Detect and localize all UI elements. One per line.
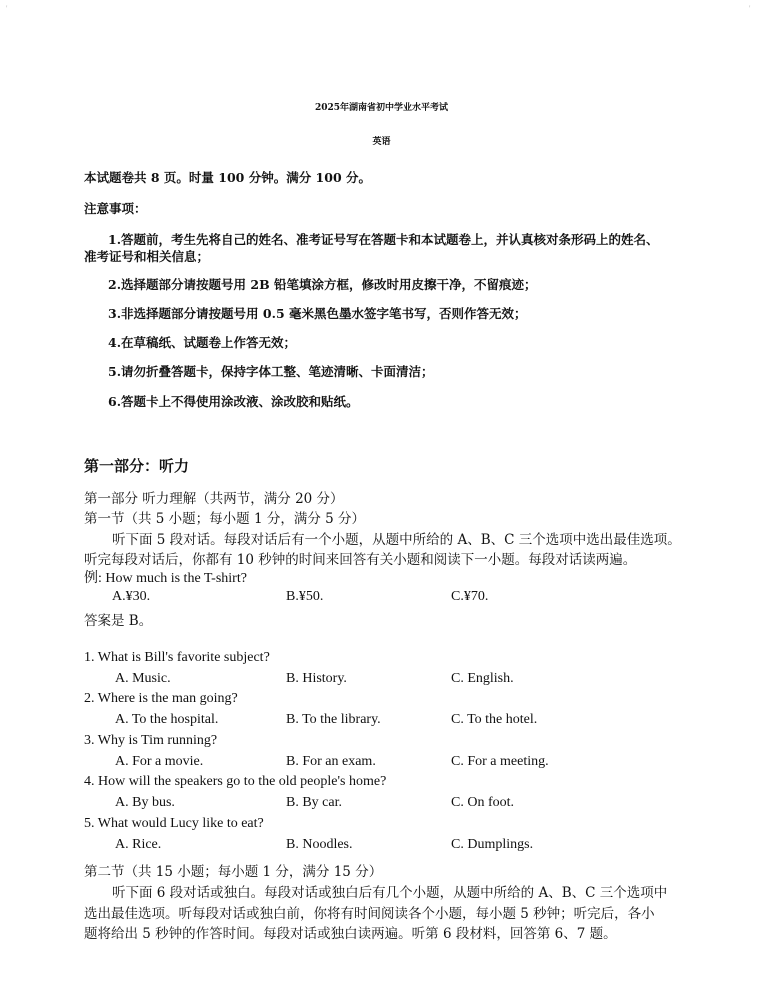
notice-5: 5.请勿折叠答题卡，保持字体工整、笔迹清晰、卡面清洁； <box>108 364 434 379</box>
part1-heading: 第一部分：听力 <box>84 457 190 475</box>
question-2: 2. Where is the man going? <box>84 691 238 706</box>
example-question: 例: How much is the T-shirt? <box>84 571 247 586</box>
section1-instruction-line2: 听完每段对话后，你都有 10 秒钟的时间来回答有关小题和阅读下一小题。每段对话读两遍。 <box>84 552 637 568</box>
example-answer: 答案是 B。 <box>84 613 153 629</box>
exam-info: 本试题卷共 8 页。时量 100 分钟。满分 100 分。 <box>84 170 371 185</box>
notice-1-line2: 准考证号和相关信息； <box>84 249 210 264</box>
notice-2: 2.选择题部分请按题号用 2B 铅笔填涂方框，修改时用皮擦干净，不留痕迹； <box>108 277 537 292</box>
q2-option-c: C. To the hotel. <box>451 712 538 727</box>
notice-4: 4.在草稿纸、试题卷上作答无效； <box>108 335 297 350</box>
example-option-b: B.¥50. <box>286 589 324 604</box>
part1-subtitle: 第一部分 听力理解（共两节，满分 20 分） <box>84 491 344 507</box>
q1-option-b: B. History. <box>286 671 347 686</box>
section2-instruction-line1: 听下面 6 段对话或独白。每段对话或独白后有几个小题，从题中所给的 A、B、C 三个选项中 <box>112 885 668 901</box>
q1-option-c: C. English. <box>451 671 514 686</box>
section2-instruction-line3: 题将给出 5 秒钟的作答时间。每段对话或独白读两遍。听第 6 段材料，回答第 6、7 题。 <box>84 926 617 942</box>
notice-1-line1: 1.答题前，考生先将自己的姓名、准考证号写在答题卡和本试题卷上，并认真核对条形码上的姓名、 <box>108 232 659 247</box>
q4-option-a: A. By bus. <box>115 795 175 810</box>
notice-title: 注意事项： <box>84 201 147 216</box>
q5-option-b: B. Noodles. <box>286 837 353 852</box>
section2-instruction-line2: 选出最佳选项。听每段对话或独白前，你将有时间阅读各个小题，每小题 5 秒钟；听完后，各小 <box>84 906 655 922</box>
corner-mark-right: ' <box>749 4 751 13</box>
notice-6: 6.答题卡上不得使用涂改液、涂改胶和贴纸。 <box>108 394 359 409</box>
q5-option-c: C. Dumplings. <box>451 837 534 852</box>
example-option-c: C.¥70. <box>451 589 489 604</box>
q3-option-c: C. For a meeting. <box>451 754 549 769</box>
question-3: 3. Why is Tim running? <box>84 733 218 748</box>
question-1: 1. What is Bill's favorite subject? <box>84 650 270 665</box>
q2-option-b: B. To the library. <box>286 712 381 727</box>
corner-mark-left: ' <box>6 4 8 13</box>
notice-3: 3.非选择题部分请按题号用 0.5 毫米黑色墨水签字笔书写，否则作答无效； <box>108 306 527 321</box>
q5-option-a: A. Rice. <box>115 837 162 852</box>
q4-option-c: C. On foot. <box>451 795 514 810</box>
q3-option-b: B. For an exam. <box>286 754 376 769</box>
section1-title: 第一节（共 5 小题；每小题 1 分，满分 5 分） <box>84 511 366 527</box>
subject-title: 英语 <box>372 137 391 147</box>
q3-option-a: A. For a movie. <box>115 754 204 769</box>
section1-instruction-line1: 听下面 5 段对话。每段对话后有一个小题，从题中所给的 A、B、C 三个选项中选出最佳选项。 <box>112 532 681 548</box>
exam-title: 2025年湖南省初中学业水平考试 <box>314 103 449 113</box>
question-4: 4. How will the speakers go to the old people's home? <box>84 774 387 789</box>
q4-option-b: B. By car. <box>286 795 342 810</box>
example-option-a: A.¥30. <box>112 589 151 604</box>
section2-title: 第二节（共 15 小题；每小题 1 分，满分 15 分） <box>84 864 383 880</box>
q2-option-a: A. To the hospital. <box>115 712 219 727</box>
question-5: 5. What would Lucy like to eat? <box>84 816 264 831</box>
q1-option-a: A. Music. <box>115 671 171 686</box>
